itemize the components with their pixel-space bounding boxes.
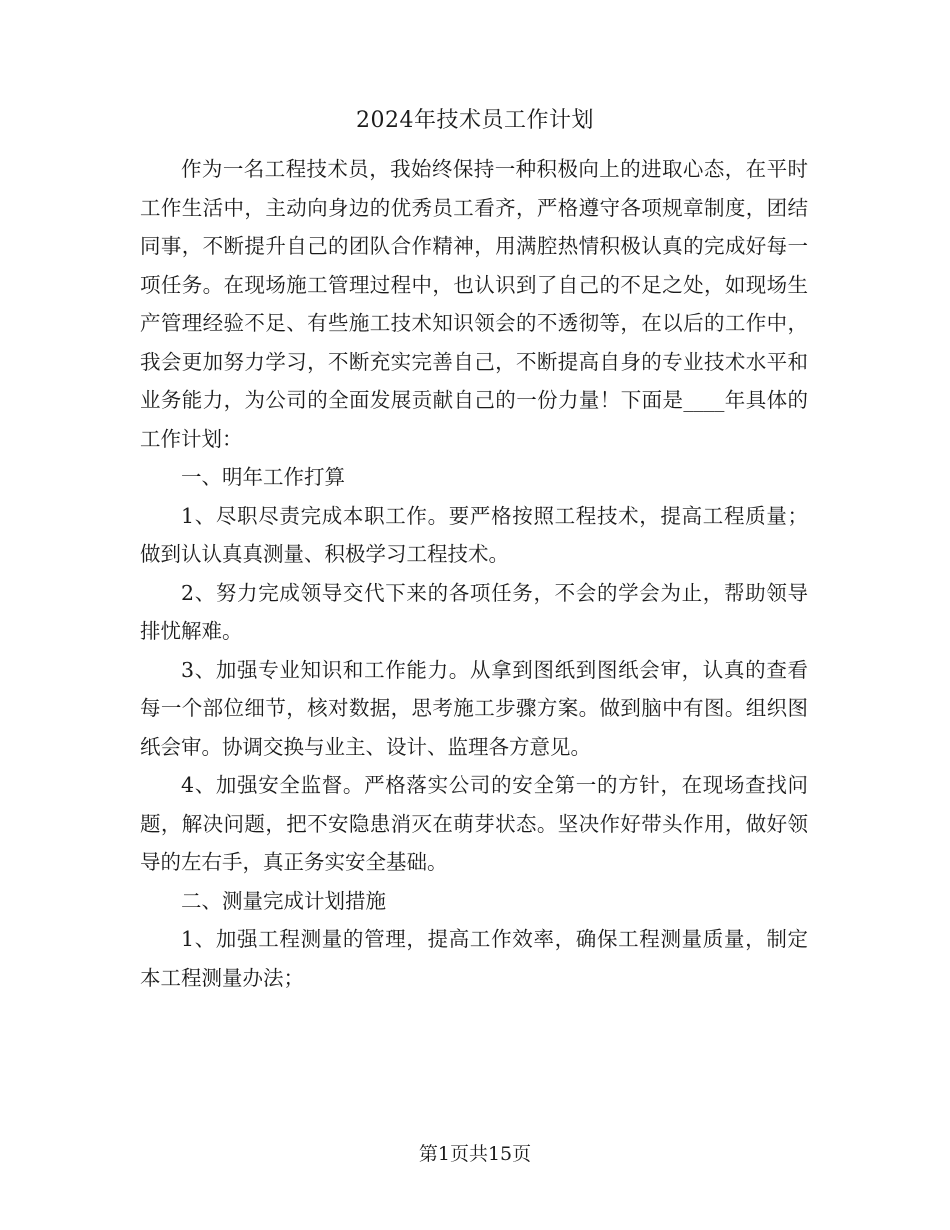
document-title: 2024年技术员工作计划 — [356, 108, 594, 133]
section-heading-2: 二、测量完成计划措施 — [181, 888, 386, 913]
paragraph-intro: 作为一名工程技术员，我始终保持一种积极向上的进取心态，在平时工作生活中，主动向身边的优秀员工看齐，严格遵守各项规章制度，团结同事，不断提升自己的团队合作精神，用满腔热情积极认真的完成好每一项任务。在现场施工管理过程中，也认识到了自己的不足之处，如现场生产管理经验不足、有些施工技术知识领会的不透彻等，在以后的工作中，我会更加努力学习，不断充实完善自己，不断提高自身的专业技术水平和业务能力，为公司的全面发展贡献自己的一份力量！下面是____年具体的工作计划： — [140, 157, 808, 451]
paragraph-item-2: 2、努力完成领导交代下来的各项任务，不会的学会为止，帮助领导排忧解难。 — [140, 580, 808, 643]
document-body — [140, 150, 808, 997]
page-footer: 第1页共15页 — [418, 1143, 532, 1165]
paragraph-measure-1: 1、加强工程测量的管理，提高工作效率，确保工程测量质量，制定本工程测量办法； — [140, 927, 808, 990]
paragraph-item-3: 3、加强专业知识和工作能力。从拿到图纸到图纸会审，认真的查看每一个部位细节，核对数据，思考施工步骤方案。做到脑中有图。组织图纸会审。协调交换与业主、设计、监理各方意见。 — [140, 657, 808, 759]
paragraph-item-1: 1、尽职尽责完成本职工作。要严格按照工程技术，提高工程质量；做到认认真真测量、积极学习工程技术。 — [140, 503, 808, 566]
section-heading-1: 一、明年工作打算 — [181, 465, 345, 489]
paragraph-item-4: 4、加强安全监督。严格落实公司的安全第一的方针，在现场查找问题，解决问题，把不安隐患消灭在萌芽状态。坚决作好带头作用，做好领导的左右手，真正务实安全基础。 — [140, 773, 808, 874]
